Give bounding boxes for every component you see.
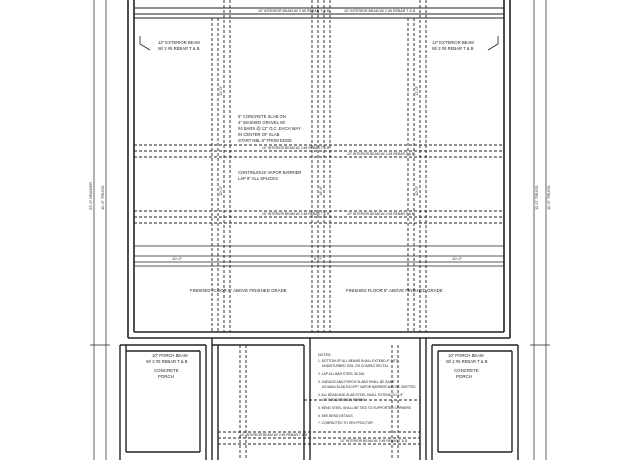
dimension-h-right: 10'-0"	[452, 256, 463, 261]
note-line: 1. BOTTOM OF ALL BEAMS SHALL EXTEND 6" INTO	[318, 359, 399, 363]
beam-label-top-left: 10" INTERIOR BEAM W/ 2 #5 REBAR T & B	[258, 9, 330, 13]
porch-right-beam-line1: 10" PORCH BEAM	[448, 353, 484, 358]
note-line: 3. GARAGE AND PORCH SLABS SHALL BE SAME	[318, 380, 395, 384]
note-line: 4. ALL BEAM AND SLAB STEEL SHALL EXTEND TO 1.5"	[318, 393, 404, 397]
dimension-right-inner: 11'-0" TRUSS	[546, 185, 551, 210]
note-line: OF THE EXTERIOR FORMS	[322, 398, 365, 402]
beam-label-low-b: 10" INTERIOR BEAM W/ 2 #5 REBAR T & B	[347, 212, 415, 216]
dimension-right-outer: 11'-0" TRUSS	[534, 185, 539, 210]
porch-left-beam-line2: W/ 2 #5 REBAR T & B	[146, 359, 188, 364]
porch-right-label-line2: PORCH	[456, 374, 472, 379]
beam-label-bottom-b: 10" INTERIOR BEAM W/ 2 #5 REBAR T & B	[340, 439, 408, 443]
dimension-left-inner: 11'-0" TRUSS	[100, 185, 105, 210]
dimension-h-center: 6'-0"	[314, 256, 322, 261]
slab-note-line5: START NBL 6" FROM EDGE	[238, 138, 292, 143]
beam-grid-verticals	[212, 0, 426, 332]
beam-label-top-right: 10" INTERIOR BEAM W/ 2 #5 REBAR T & B	[344, 9, 416, 13]
slab-note-line2: 4" WASHED GRAVEL W/	[238, 120, 286, 125]
slab-note-line1: 5" CONCRETE SLAB ON	[238, 114, 286, 119]
porch-left-beam-line1: 10" PORCH BEAM	[152, 353, 188, 358]
exterior-beam-left-line1: 12" EXTERIOR BEAM	[158, 40, 200, 45]
note-line: 6. SEE BEND DETAILS	[318, 414, 353, 418]
porch-left-label-line1: CONCRETE	[154, 368, 179, 373]
dimension-mid-left: 10'-0"	[218, 185, 223, 196]
dimension-left-outer: 22'-0" HEADER	[88, 182, 93, 210]
note-line: NOTES:	[318, 353, 332, 357]
porch-right-beam-line2: W/ 2 #5 REBAR T & B	[446, 359, 488, 364]
beam-label-mid-b: 10" INTERIOR BEAM W/ 2 #5 REBAR T & B	[347, 152, 415, 156]
beam-label-low-a: 10" INTERIOR BEAM W/ 2 #5 REBAR T & B	[262, 212, 330, 216]
exterior-beam-right-line2: W/ 2 #5 REBAR T & B	[432, 46, 474, 51]
note-line: 5. BEND STEEL SHALL BE TIED TO SUPPORTED CORNERS	[318, 406, 412, 410]
finished-floor-band	[134, 262, 504, 266]
slab-note-line3: #4 BARS @ 12" O.C. EACH WAY	[238, 126, 301, 131]
vapor-note-line2: LAP 6" ALL SPLICES	[238, 176, 278, 181]
slab-note-line4: IN CENTER OF SLAB	[238, 132, 280, 137]
dimension-top-right: 12'-0"	[414, 85, 419, 96]
drawing-labels	[88, 9, 551, 443]
note-line: UNDISTURBED SOIL OR COMPACTED FILL	[322, 364, 390, 368]
dimension-mid-right: 10'-0"	[414, 185, 419, 196]
beam-label-mid-a: 10" INTERIOR BEAM W/ 2 #5 REBAR T & B	[262, 146, 330, 150]
dimension-mid-center: 16'-6"	[318, 185, 323, 196]
note-line: AS MAIN SLAB EXCEPT VAPOR BARRIER MAY BE OMITTED	[322, 385, 416, 389]
exterior-beam-left-line2: W/ 2 #5 REBAR T & B	[158, 46, 200, 51]
note-line: 7. COMPACTED TO 95% PROCTOR	[318, 421, 373, 425]
dimension-lines	[90, 0, 550, 460]
finished-floor-left: FINISHED FLOOR 8" ABOVE FINISHED GRADE	[190, 288, 287, 293]
beam-label-bottom-a: 10" INTERIOR BEAM W/ 2 #5 REBAR T & B	[240, 433, 308, 437]
dimension-top-left: 12'-0"	[218, 85, 223, 96]
vapor-note-line1: CONTINUOUS VAPOR BARRIER	[238, 170, 302, 175]
porch-left-label-line2: PORCH	[158, 374, 174, 379]
exterior-beam-right-line1: 12" EXTERIOR BEAM	[432, 40, 474, 45]
porch-right-label-line1: CONCRETE	[454, 368, 479, 373]
finished-floor-right: FINISHED FLOOR 8" ABOVE FINISHED GRADE	[346, 288, 443, 293]
note-line: 2. LAP ALL BAR STEEL 36 DIA.	[318, 372, 366, 376]
dimension-h-left: 10'-0"	[172, 256, 183, 261]
general-notes	[318, 353, 416, 425]
